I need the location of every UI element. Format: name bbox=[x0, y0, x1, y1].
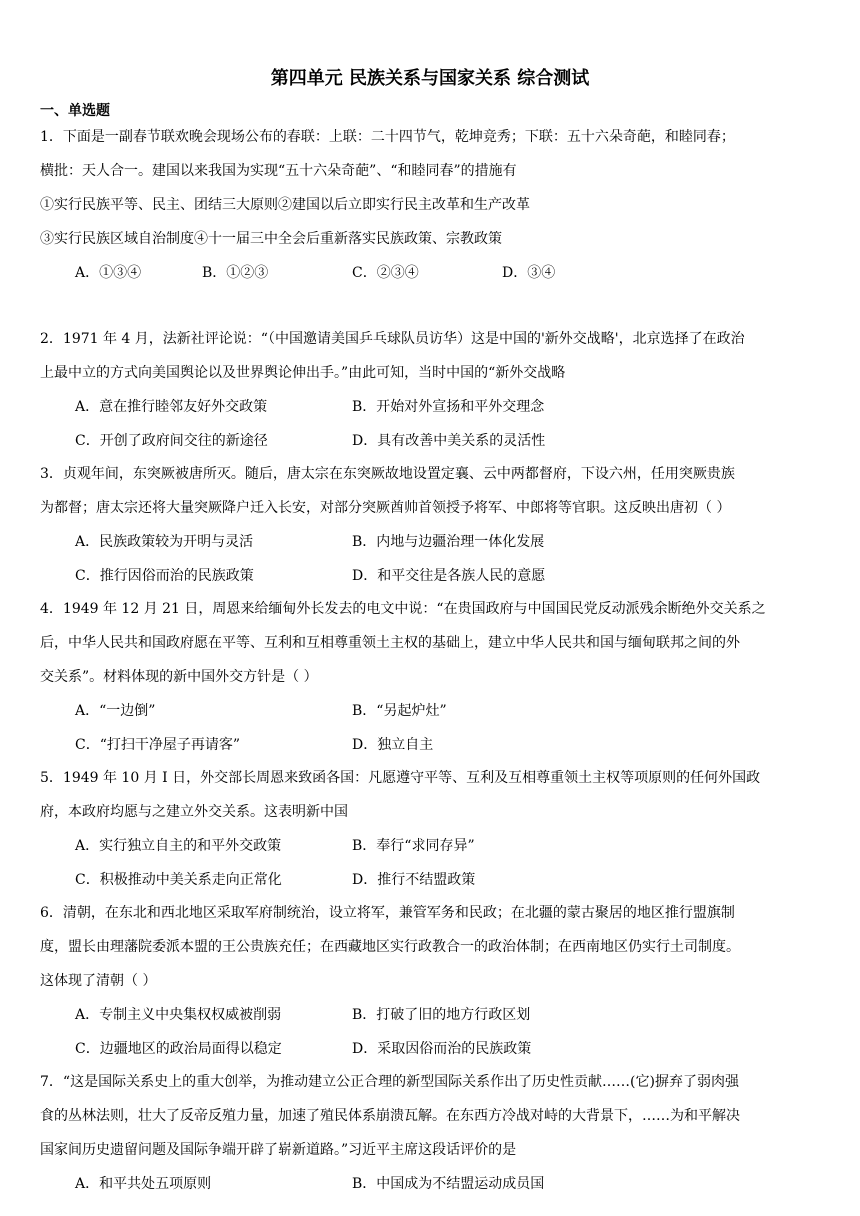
question-options bbox=[40, 694, 820, 728]
option-b: B．奉行“求同存异” bbox=[352, 838, 475, 854]
question-stem-line: ①实行民族平等、民主、团结三大原则②建国以后立即实行民主改革和生产改革 bbox=[40, 197, 530, 213]
option-d: D．采取因俗而治的民族政策 bbox=[352, 1041, 532, 1057]
question-4 bbox=[40, 592, 820, 762]
question-stem-line: 这体现了清朝（ ） bbox=[40, 973, 157, 989]
question-6 bbox=[40, 896, 820, 1066]
question-stem-line: 6．清朝，在东北和西北地区采取军府制统治，设立将军，兼管军务和民政；在北疆的蒙古聚居的地区推行盟旗制 bbox=[40, 905, 735, 921]
question-stem-line: ③实行民族区域自治制度④十一届三中全会后重新落实民族政策、宗教政策 bbox=[40, 231, 502, 247]
question-stem-line: 国家间历史遗留问题及国际争端开辟了崭新道路。”习近平主席这段话评价的是 bbox=[40, 1142, 517, 1158]
option-b: B．①②③ bbox=[202, 265, 269, 281]
option-b: B．打破了旧的地方行政区划 bbox=[352, 1007, 531, 1023]
question-options bbox=[40, 525, 820, 559]
option-c: C．边疆地区的政治局面得以稳定 bbox=[75, 1041, 282, 1057]
option-a: A．①③④ bbox=[75, 265, 142, 281]
question-stem-line: 1．下面是一副春节联欢晚会现场公布的春联：上联：二十四节气，乾坤竞秀；下联：五十六朵奇葩，和睦同春； bbox=[40, 129, 735, 145]
option-b: B．中国成为不结盟运动成员国 bbox=[352, 1176, 545, 1192]
option-a: A．“一边倒” bbox=[75, 703, 156, 719]
question-stem-line: 府，本政府均愿与之建立外交关系。这表明新中国 bbox=[40, 804, 348, 820]
question-stem-line: 4．1949 年 12 月 21 日，周恩来给缅甸外长发去的电文中说：“在贵国政府与中国国民党反动派残余断绝外交关系之 bbox=[40, 601, 766, 617]
question-options bbox=[40, 863, 820, 897]
option-d: D．推行不结盟政策 bbox=[352, 872, 476, 888]
option-a: A．实行独立自主的和平外交政策 bbox=[75, 838, 282, 854]
question-options bbox=[40, 256, 820, 290]
section-heading: 一、单选题 bbox=[40, 103, 110, 119]
question-stem-line: 度，盟长由理藩院委派本盟的王公贵族充任；在西藏地区实行政教合一的政治体制；在西南地区仍实行土司制度。 bbox=[40, 939, 740, 955]
question-stem-line: 食的丛林法则，壮大了反帝反殖力量，加速了殖民体系崩溃瓦解。在东西方冷战对峙的大背景下，……为和平解决 bbox=[40, 1108, 740, 1124]
question-stem-line: 上最中立的方式向美国舆论以及世界舆论伸出手。”由此可知，当时中国的“新外交战略 bbox=[40, 365, 566, 381]
question-2 bbox=[40, 322, 820, 458]
option-b: B．开始对外宣扬和平外交理念 bbox=[352, 399, 545, 415]
question-options bbox=[40, 1167, 820, 1201]
question-3 bbox=[40, 457, 820, 593]
option-c: C．推行因俗而治的民族政策 bbox=[75, 568, 254, 584]
question-stem-line: 横批：天人合一。建国以来我国为实现“五十六朵奇葩”、“和睦同春”的措施有 bbox=[40, 163, 517, 179]
question-1 bbox=[40, 120, 820, 290]
option-b: B．“另起炉灶” bbox=[352, 703, 447, 719]
question-stem-line: 为都督；唐太宗还将大量突厥降户迁入长安，对部分突厥酋帅首领授予将军、中郎将等官职。这反映出唐初（ ） bbox=[40, 500, 731, 516]
option-a: A．专制主义中央集权权威被削弱 bbox=[75, 1007, 282, 1023]
option-c: C．开创了政府间交往的新途径 bbox=[75, 433, 268, 449]
question-5 bbox=[40, 761, 820, 897]
option-d: D．和平交往是各族人民的意愿 bbox=[352, 568, 546, 584]
question-options bbox=[40, 829, 820, 863]
question-stem-line: 7．“这是国际关系史上的重大创举，为推动建立公正合理的新型国际关系作出了历史性贡献……(它)摒弃了弱肉强 bbox=[40, 1074, 739, 1090]
option-a: A．意在推行睦邻友好外交政策 bbox=[75, 399, 268, 415]
question-stem-line: 2．1971 年 4 月，法新社评论说：“（中国邀请美国乒乓球队员访华）这是中国的'新外交战略'，北京选择了在政治 bbox=[40, 331, 745, 347]
question-stem-line: 后，中华人民共和国政府愿在平等、互利和互相尊重领土主权的基础上，建立中华人民共和国与缅甸联邦之间的外 bbox=[40, 635, 740, 651]
question-stem-line: 5．1949 年 10 月 I 日，外交部长周恩来致函各国：凡愿遵守平等、互利及互相尊重领土主权等项原则的任何外国政 bbox=[40, 770, 761, 786]
question-7 bbox=[40, 1065, 820, 1201]
option-d: D．独立自主 bbox=[352, 737, 434, 753]
question-options bbox=[40, 728, 820, 762]
option-c: C．积极推动中美关系走向正常化 bbox=[75, 872, 282, 888]
question-options bbox=[40, 998, 820, 1032]
option-d: D．③④ bbox=[502, 265, 556, 281]
question-options bbox=[40, 559, 820, 593]
question-stem-line: 交关系”。材料体现的新中国外交方针是（ ） bbox=[40, 669, 318, 685]
question-options bbox=[40, 390, 820, 424]
question-stem-line: 3．贞观年间，东突厥被唐所灭。随后，唐太宗在东突厥故地设置定襄、云中两都督府，下设六州，任用突厥贵族 bbox=[40, 466, 735, 482]
option-b: B．内地与边疆治理一体化发展 bbox=[352, 534, 545, 550]
question-options bbox=[40, 424, 820, 458]
option-a: A．民族政策较为开明与灵活 bbox=[75, 534, 254, 550]
question-options bbox=[40, 1032, 820, 1066]
option-d: D．具有改善中美关系的灵活性 bbox=[352, 433, 546, 449]
page-title: 第四单元 民族关系与国家关系 综合测试 bbox=[270, 68, 590, 89]
option-c: C．“打扫干净屋子再请客” bbox=[75, 737, 241, 753]
option-a: A．和平共处五项原则 bbox=[75, 1176, 212, 1192]
option-c: C．②③④ bbox=[352, 265, 419, 281]
